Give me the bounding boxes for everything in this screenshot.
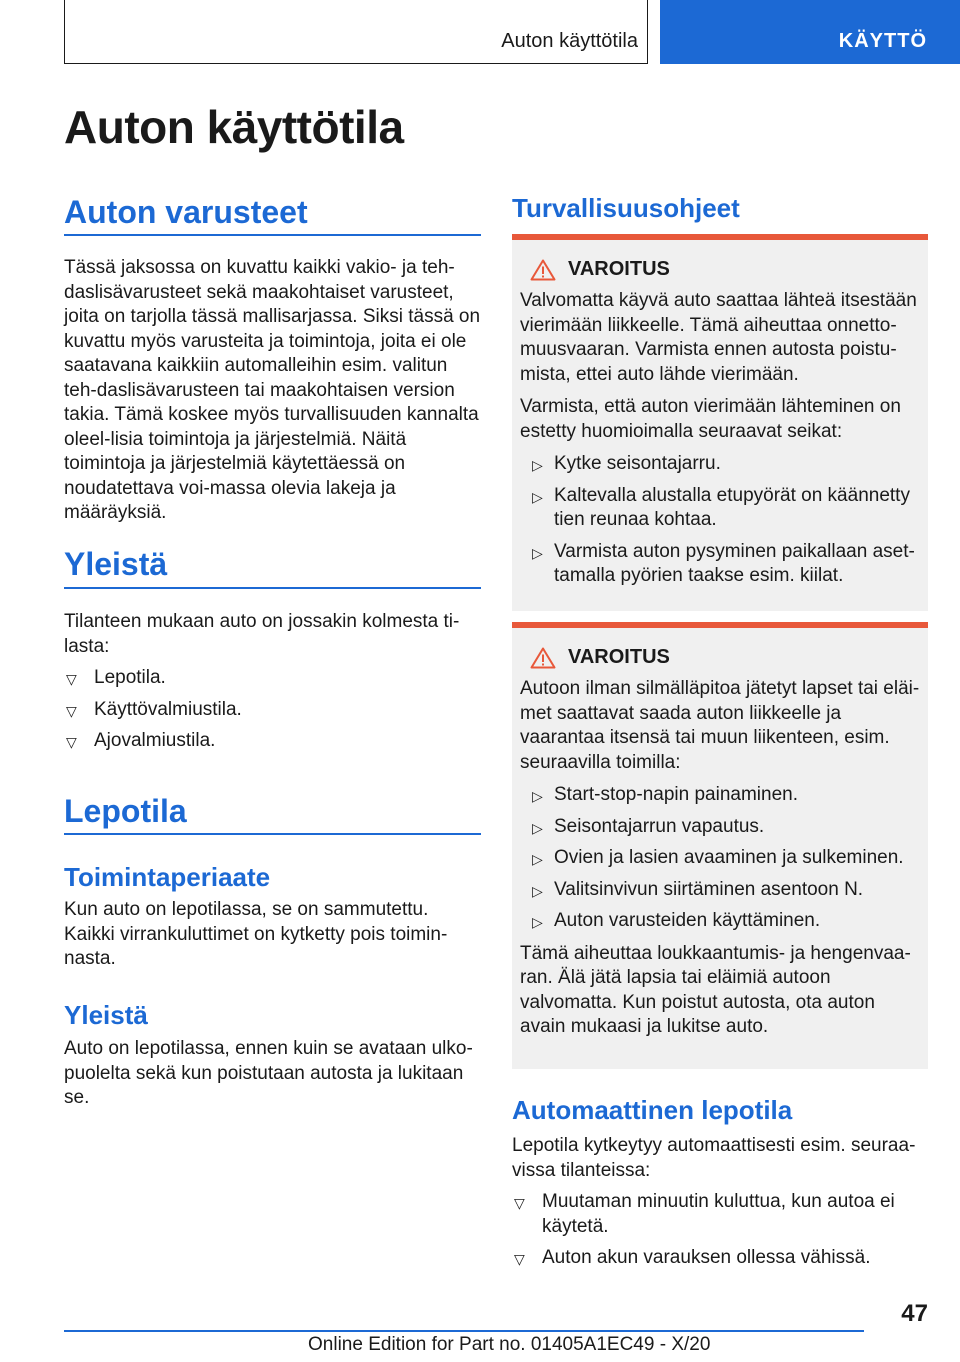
warning-list — [520, 452, 920, 589]
warning-title: VAROITUS — [530, 258, 920, 281]
warning-triangle-icon — [530, 647, 556, 669]
chapter-tab[interactable] — [660, 0, 960, 64]
triangle-bullet-icon: ▷ — [532, 788, 543, 804]
footer-edition: Online Edition for Part no. 01405A1EC49 - X/20 — [308, 1334, 711, 1355]
triangle-bullet-icon: ▷ — [532, 544, 543, 561]
subheading-yleista: Yleistä — [64, 1000, 148, 1030]
heading-yleista: Yleistä — [64, 546, 168, 582]
triangle-bullet-icon: ▷ — [532, 488, 543, 505]
heading-lepotila: Lepotila — [64, 793, 187, 829]
warning-text: Valvomatta käyvä auto saattaa lähteä itsestään vierimään liikkeelle. Tämä aiheuttaa onnetto-muusvaaran. Varmista ennen autosta poistu-mista, ettei auto lähde vierimään. — [520, 290, 917, 385]
chapter-tab-label: KÄYTTÖ — [838, 30, 927, 52]
warning-list — [520, 783, 920, 934]
triangle-bullet-icon: ▽ — [514, 1251, 525, 1267]
list-item: ▽ Käyttövalmiustila. — [64, 698, 481, 723]
warning-text: Autoon ilman silmälläpitoa jätetyt lapset tai eläi-met saattavat saada auton liikkeelle ja vaarantaa itsensä tai muun liikenteen, esim. seuraavilla toimilla: — [520, 678, 920, 773]
lepotila-yleista-text: Auto on lepotilassa, ennen kuin se avataan ulko-puolelta sekä kun poistutaan autosta ja lukitaan se. — [64, 1038, 473, 1108]
subheading-automaattinen-lepotila: Automaattinen lepotila — [512, 1095, 793, 1125]
list-item: ▷ Kytke seisontajarru. — [520, 452, 920, 477]
warning-text: Varmista, että auton vierimään lähteminen on estetty huomioimalla seuraavat seikat: — [520, 396, 901, 442]
list-item: ▷ Auton varusteiden käyttäminen. — [520, 909, 920, 934]
heading-rule — [64, 587, 481, 589]
triangle-bullet-icon: ▽ — [66, 671, 77, 687]
triangle-bullet-icon: ▽ — [514, 1195, 525, 1211]
header-section-title: Auton käyttötila — [501, 30, 638, 52]
triangle-bullet-icon: ▽ — [66, 734, 77, 750]
list-item: ▽ Muutaman minuutin kuluttua, kun autoa ei käytetä. — [514, 1191, 895, 1237]
list-item: ▷ Ovien ja lasien avaaminen ja sulkeminen. — [520, 846, 920, 871]
triangle-bullet-icon: ▷ — [532, 882, 543, 899]
triangle-bullet-icon: ▽ — [66, 702, 77, 719]
triangle-bullet-icon: ▷ — [532, 457, 543, 473]
list-item: ▷ Varmista auton pysyminen paikallaan aset-tamalla pyörien taakse esim. kiilat. — [532, 540, 915, 586]
list-item: ▽ Auton akun varauksen ollessa vähissä. — [512, 1246, 928, 1271]
yleista-text: Tilanteen mukaan auto on jossakin kolmesta ti-lasta: — [64, 611, 460, 657]
warning-triangle-icon — [530, 259, 556, 281]
toimintaperiaate-text: Kun auto on lepotilassa, se on sammutettu. Kaikki virrankuluttimet on kytketty pois toimin-nasta. — [64, 899, 448, 969]
heading-auton-varusteet: Auton varusteet — [64, 194, 308, 230]
warning-text: Tämä aiheuttaa loukkaantumis- ja hengenvaa-ran. Älä jätä lapsia tai eläimiä autoon valvomatta. Kun poistut autosta, ota auton avain mukaasi ja lukitse auto. — [520, 942, 911, 1037]
footer-rule — [64, 1330, 864, 1332]
warning-box — [512, 622, 928, 1069]
auto-lepotila-list — [512, 1190, 928, 1278]
heading-turvallisuusohjeet: Turvallisuusohjeet — [512, 193, 740, 223]
page-title: Auton käyttötila — [64, 101, 404, 153]
list-item: ▷ Valitsinvivun siirtäminen asentoon N. — [520, 878, 920, 903]
list-item: ▽ Ajovalmiustila. — [64, 729, 481, 754]
heading-rule — [64, 833, 481, 835]
heading-rule — [64, 234, 481, 236]
yleista-list — [64, 666, 481, 761]
list-item: ▽ Lepotila. — [64, 666, 481, 691]
subheading-toimintaperiaate: Toimintaperiaate — [64, 862, 271, 892]
auto-lepotila-text: Lepotila kytkeytyy automaattisesti esim. seuraa-vissa tilanteissa: — [512, 1135, 916, 1181]
warning-box — [512, 234, 928, 611]
list-item: ▷ Kaltevalla alustalla etupyörät on käännetty tien reunaa kohtaa. — [532, 484, 910, 530]
warning-title: VAROITUS — [530, 646, 920, 669]
list-item: ▷ Start-stop-napin painaminen. — [520, 783, 920, 808]
triangle-bullet-icon: ▷ — [532, 851, 543, 867]
list-item: ▷ Seisontajarrun vapautus. — [520, 815, 920, 840]
triangle-bullet-icon: ▷ — [532, 819, 543, 836]
triangle-bullet-icon: ▷ — [532, 914, 543, 930]
page-number: 47 — [901, 1300, 928, 1327]
varusteet-text: Tässä jaksossa on kuvattu kaikki vakio- ja teh-daslisävarusteet sekä maakohtaiset varusteet, joita on tarjolla tässä mallisarjassa. Siksi tässä on kuvattu myös varusteita ja toimintoja, joita ei ole saatavana kaikkiin automalleihin esim. valitun teh-daslisävarusteen tai maakohtaisen version takia. Tämä koskee myös turvallisuuden kannalta oleel-lisia toimintoja ja järjestelmiä. Näitä toimintoja ja järjestelmiä käytettäessä on noudatettava voi-massa olevia lakeja ja määräyksiä. — [64, 257, 481, 523]
